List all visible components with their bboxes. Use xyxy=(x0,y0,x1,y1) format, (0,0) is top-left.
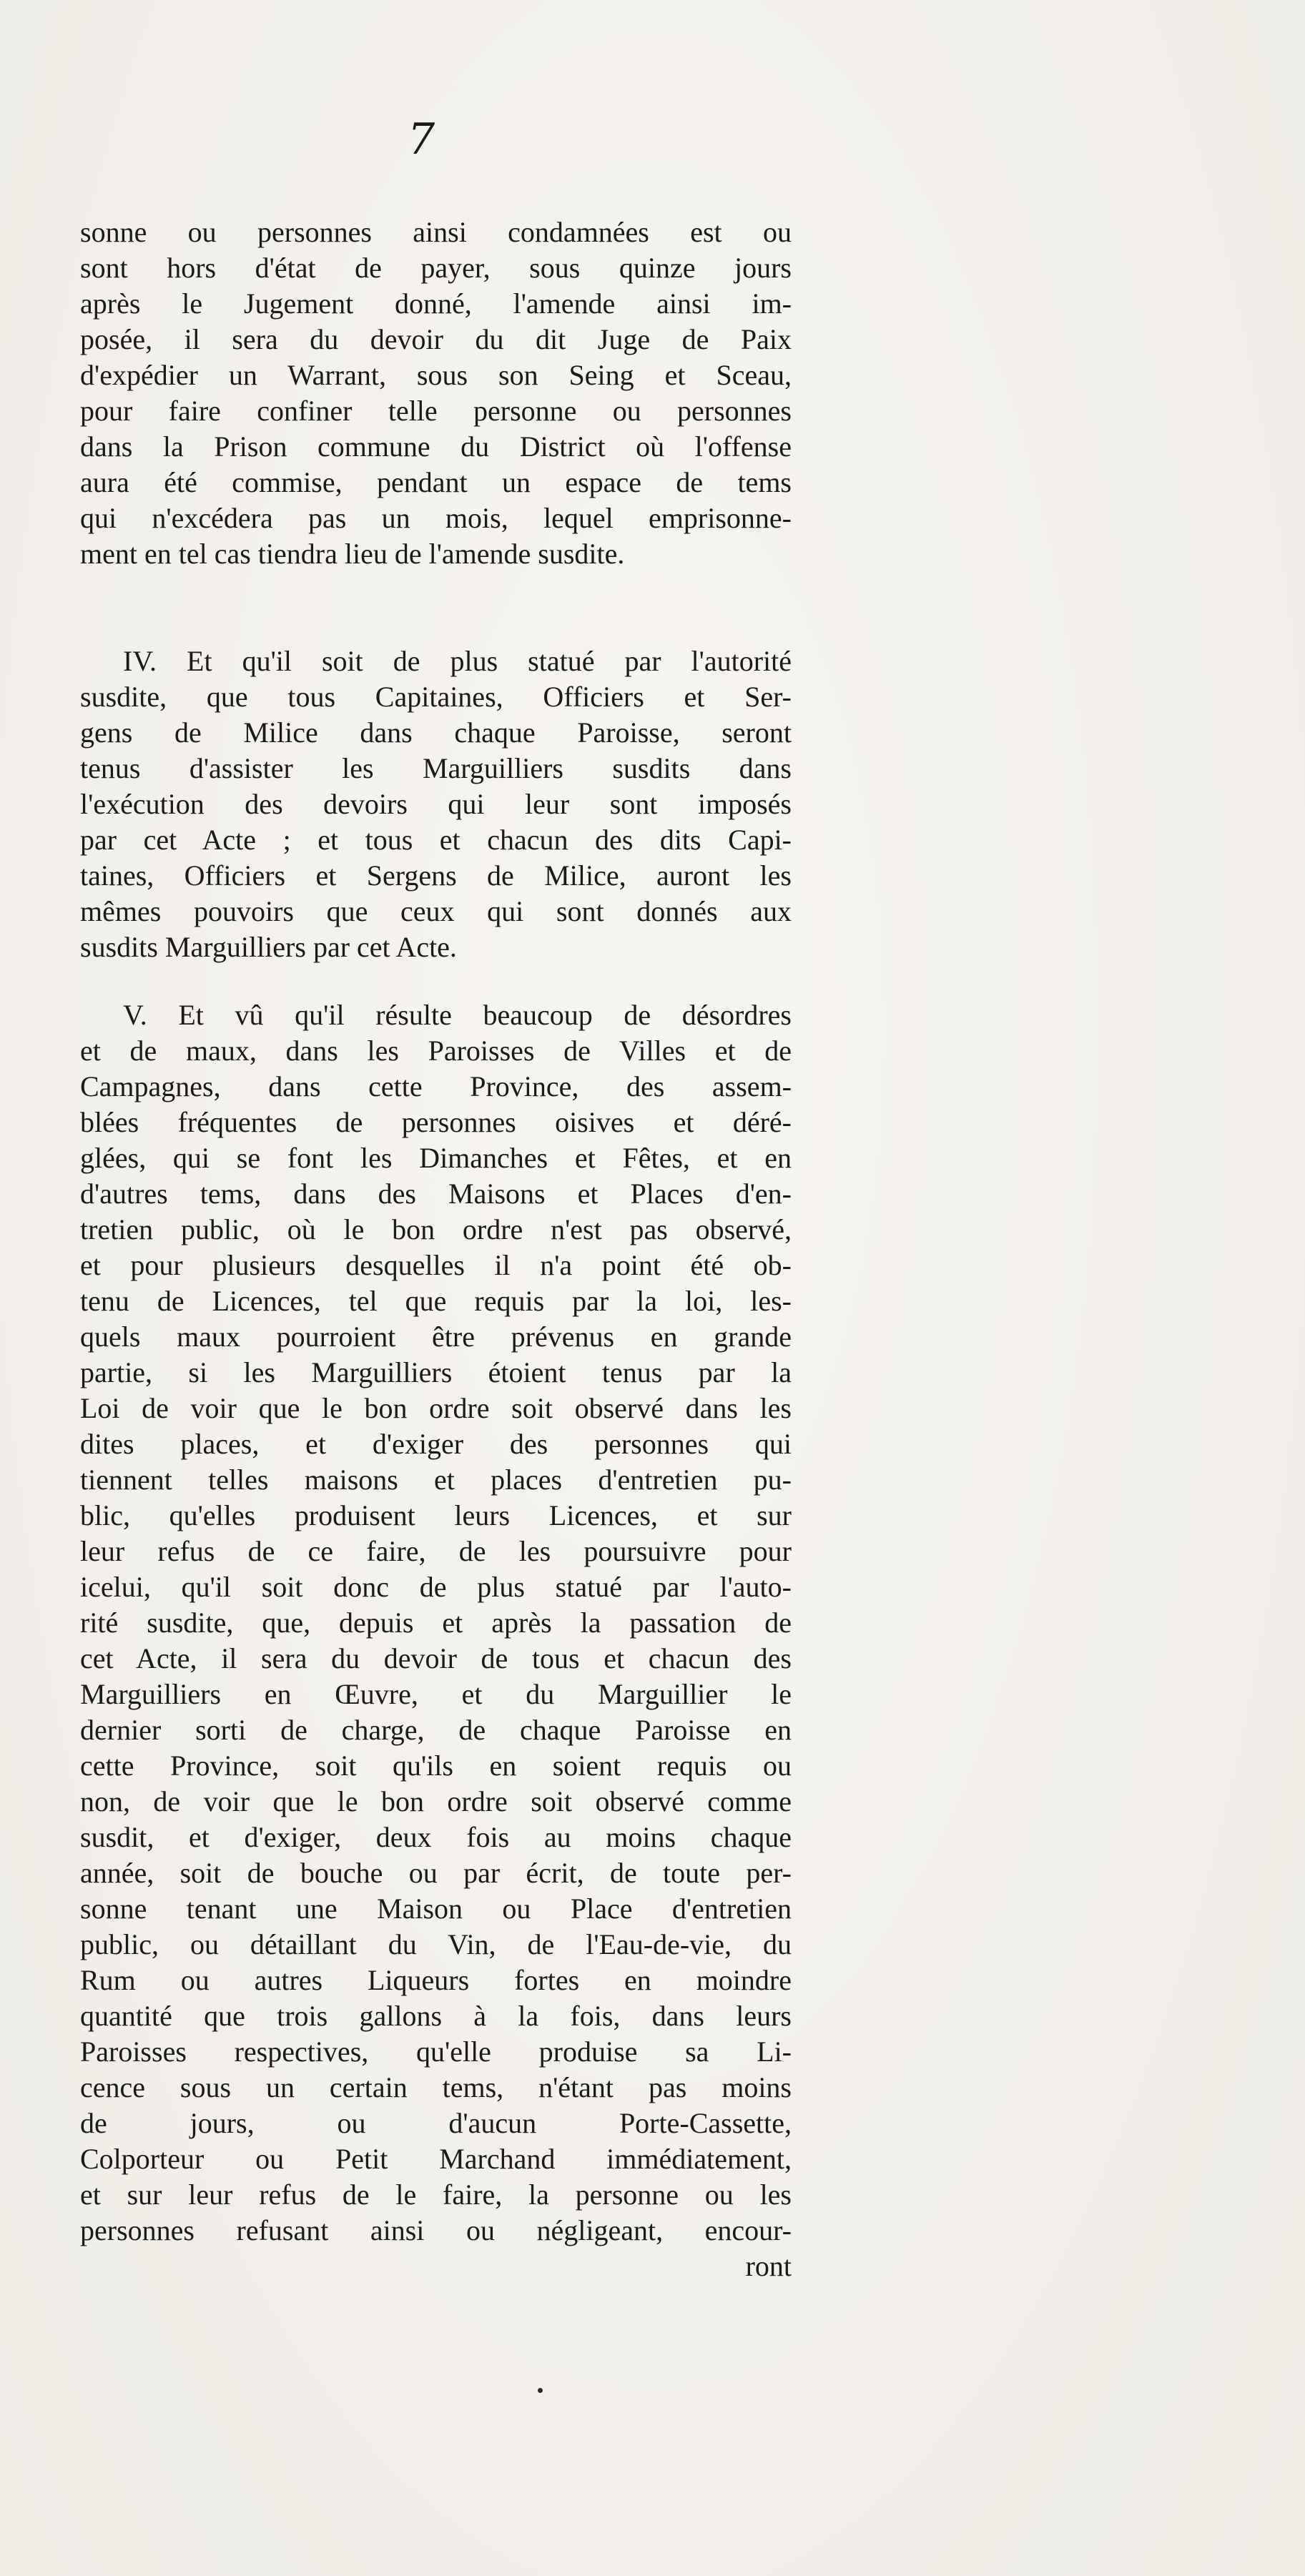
text-line: tenus d'assister les Marguilliers susdits dans xyxy=(80,752,792,784)
text-line: susdits Marguilliers par cet Acte. xyxy=(80,931,457,963)
text-line: Campagnes, dans cette Province, des assem- xyxy=(80,1070,792,1102)
page-number: 7 xyxy=(408,114,435,164)
paragraph-section-iv xyxy=(80,643,792,965)
text-line: blic, qu'elles produisent leurs Licences, et sur xyxy=(80,1499,792,1531)
text-line: de jours, ou d'aucun Porte-Cassette, xyxy=(80,2107,792,2139)
text-line: Marguilliers en Œuvre, et du Marguillier le xyxy=(80,1678,792,1710)
text-line: cette Province, soit qu'ils en soient requis ou xyxy=(80,1750,792,1782)
text-line: tenu de Licences, tel que requis par la loi, les- xyxy=(80,1285,792,1317)
text-line: sonne tenant une Maison ou Place d'entretien xyxy=(80,1892,792,1925)
text-line: dites places, et d'exiger des personnes qui xyxy=(80,1428,792,1460)
paragraph-continuation xyxy=(80,214,792,572)
text-line: cence sous un certain tems, n'étant pas moins xyxy=(80,2071,792,2103)
text-line: quantité que trois gallons à la fois, dans leurs xyxy=(80,2000,792,2032)
text-line: susdit, et d'exiger, deux fois au moins chaque xyxy=(80,1821,792,1853)
text-line: sont hors d'état de payer, sous quinze jours xyxy=(80,252,792,284)
paragraph-section-v xyxy=(80,997,792,2284)
text-line: gens de Milice dans chaque Paroisse, seront xyxy=(80,716,792,749)
text-line: Rum ou autres Liqueurs fortes en moindre xyxy=(80,1964,792,1996)
text-line: ment en tel cas tiendra lieu de l'amende susdite. xyxy=(80,538,625,570)
text-line: après le Jugement donné, l'amende ainsi im- xyxy=(80,287,792,320)
text-line: l'exécution des devoirs qui leur sont imposés xyxy=(80,788,792,820)
text-line: quels maux pourroient être prévenus en grande xyxy=(80,1321,792,1353)
text-line: qui n'excédera pas un mois, lequel emprisonne- xyxy=(80,502,792,534)
text-line: dans la Prison commune du District où l'offense xyxy=(80,430,792,463)
text-line: dernier sorti de charge, de chaque Paroisse en xyxy=(80,1714,792,1746)
text-line: blées fréquentes de personnes oisives et déré- xyxy=(80,1106,792,1138)
text-line: Colporteur ou Petit Marchand immédiatement, xyxy=(80,2143,792,2175)
text-line: tiennent telles maisons et places d'entretien pu- xyxy=(80,1464,792,1496)
text-line: pour faire confiner telle personne ou personnes xyxy=(80,395,792,427)
text-line: leur refus de ce faire, de les poursuivre pour xyxy=(80,1535,792,1567)
text-line: sonne ou personnes ainsi condamnées est ou xyxy=(80,216,792,248)
text-line: non, de voir que le bon ordre soit observé comme xyxy=(80,1785,792,1817)
text-line: et pour plusieurs desquelles il n'a point été ob- xyxy=(80,1249,792,1281)
text-line: aura été commise, pendant un espace de tems xyxy=(80,466,792,498)
text-line: glées, qui se font les Dimanches et Fêtes, et en xyxy=(80,1142,792,1174)
text-line: public, ou détaillant du Vin, de l'Eau-de-vie, du xyxy=(80,1928,792,1960)
text-line: icelui, qu'il soit donc de plus statué par l'auto- xyxy=(80,1571,792,1603)
text-line: partie, si les Marguilliers étoient tenus par la xyxy=(80,1356,792,1388)
text-line: personnes refusant ainsi ou négligeant, encour- xyxy=(80,2214,792,2246)
text-line: tretien public, où le bon ordre n'est pas observé, xyxy=(80,1213,792,1245)
text-line: mêmes pouvoirs que ceux qui sont donnés aux xyxy=(80,895,792,927)
text-line: année, soit de bouche ou par écrit, de toute per- xyxy=(80,1857,792,1889)
text-line: V. Et vû qu'il résulte beaucoup de désordres xyxy=(123,999,792,1031)
text-line: IV. Et qu'il soit de plus statué par l'autorité xyxy=(123,645,792,677)
text-line: d'expédier un Warrant, sous son Seing et Sceau, xyxy=(80,359,792,391)
text-line: et sur leur refus de le faire, la personne ou les xyxy=(80,2178,792,2211)
text-line: par cet Acte ; et tous et chacun des dits Capi- xyxy=(80,824,792,856)
text-line: Paroisses respectives, qu'elle produise sa Li- xyxy=(80,2035,792,2068)
text-line: posée, il sera du devoir du dit Juge de Paix xyxy=(80,323,792,355)
text-line: Loi de voir que le bon ordre soit observé dans les xyxy=(80,1392,792,1424)
text-line: taines, Officiers et Sergens de Milice, auront les xyxy=(80,859,792,892)
text-line: et de maux, dans les Paroisses de Villes et de xyxy=(80,1035,792,1067)
text-line: d'autres tems, dans des Maisons et Places d'en- xyxy=(80,1178,792,1210)
catchword: ront xyxy=(745,2250,792,2282)
text-line: rité susdite, que, depuis et après la passation de xyxy=(80,1607,792,1639)
text-line: cet Acte, il sera du devoir de tous et chacun des xyxy=(80,1642,792,1674)
text-line: susdite, que tous Capitaines, Officiers et Ser- xyxy=(80,681,792,713)
ink-dot xyxy=(538,2388,543,2393)
